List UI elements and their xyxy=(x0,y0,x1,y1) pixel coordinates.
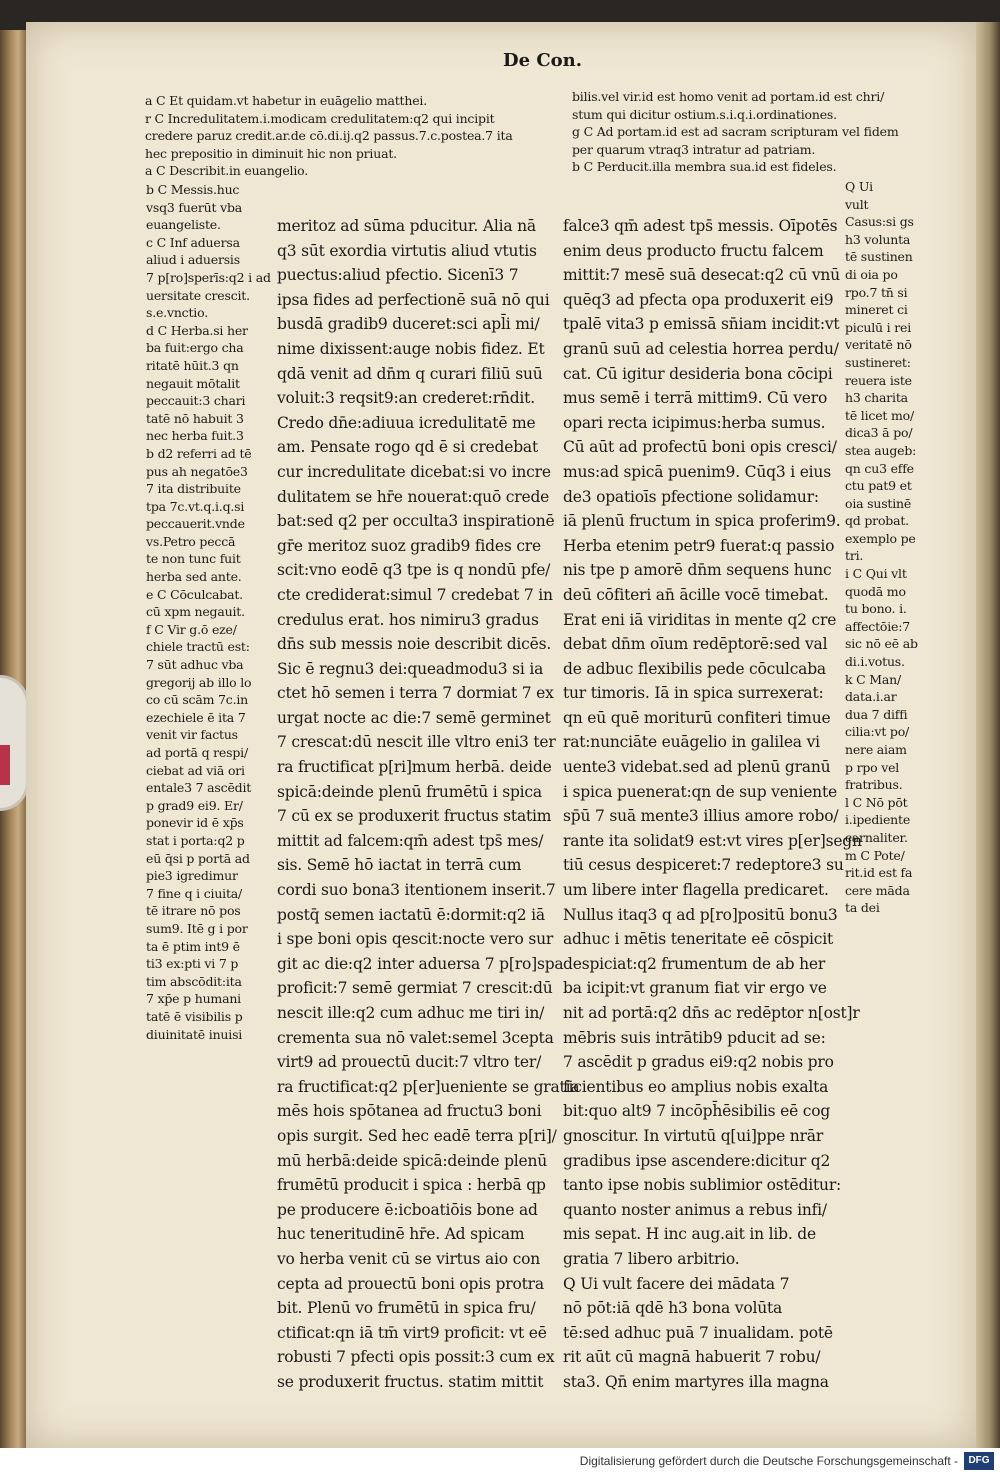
text-line: urgat nocte ac die:7 semē germinet xyxy=(277,708,551,727)
gloss-line: ba fuit:ergo cha xyxy=(146,340,244,356)
gloss-line: peccauerit.vnde xyxy=(146,516,245,532)
text-line: de3 opatioīs pfectione solidamur: xyxy=(563,487,819,506)
gloss-line: p grad9 ei9. Er/ xyxy=(146,797,243,813)
gloss-line: rit.id est fa xyxy=(845,865,913,881)
page-right-edge xyxy=(976,22,1000,1448)
text-line: falce3 qm̄ adest tps̄ messis. Oīpotēs xyxy=(563,217,838,235)
gloss-line: ad portā q respi/ xyxy=(146,745,248,760)
gloss-line: negauit mōtalit xyxy=(146,375,240,391)
text-line: cat. Cū igitur desideria bona cōcipi xyxy=(563,364,833,383)
gloss-line: tē itrare nō pos xyxy=(146,903,241,919)
text-line: frumētū producit i spica : herbā qp xyxy=(277,1176,546,1195)
gloss-line: affectōie:7 xyxy=(845,618,911,634)
text-line: meritoz ad sūma pducitur. Alia nā xyxy=(277,217,536,235)
gloss-line: stea augeb: xyxy=(845,442,917,458)
gloss-line: cere māda xyxy=(845,882,910,898)
gloss-line: g C Ad portam.id est ad sacram scripturam vel fidem xyxy=(572,124,899,140)
text-line: tanto ipse nobis sublimior ostēditur: xyxy=(563,1176,842,1195)
gloss-line: veritatē nō xyxy=(845,337,912,353)
gloss-line: b C Perducit.illa membra sua.id est fideles. xyxy=(572,159,837,175)
text-line: rante ita solidat9 est:vt vires p[er]segn xyxy=(563,831,862,850)
gloss-line: euangeliste. xyxy=(146,217,221,233)
text-line: mis sepat. H inc aug.ait in lib. de xyxy=(563,1225,816,1244)
gloss-line: e C Cōculcabat. xyxy=(146,586,243,602)
gloss-line: ctu pat9 et xyxy=(845,478,912,494)
text-line: nescit ille:q2 cum adhuc me tiri in/ xyxy=(277,1004,545,1022)
text-line: tpalē vita3 p emissā sn̄iam incidit:vt xyxy=(563,315,840,334)
text-line: am. Pensate rogo qd ē si credebat xyxy=(277,438,538,457)
text-line: iā plenū fructum in spica proferim9. xyxy=(563,512,841,531)
gloss-line: i C Qui vlt xyxy=(845,566,907,582)
dfg-logo: DFG xyxy=(964,1452,994,1470)
gloss-line: sustineret: xyxy=(845,354,911,370)
text-line: cordi suo bona3 itentionem inserit.7 xyxy=(277,881,556,900)
text-line: mēbris suis intrātib9 pducit ad se: xyxy=(563,1028,826,1047)
text-line: gnoscitur. In virtutū q[ui]ppe nrār xyxy=(563,1126,824,1145)
text-line: ra fructificat p[ri]mum herbā. deide xyxy=(277,758,552,777)
text-line: despiciat:q2 frumentum de ab her xyxy=(563,954,826,973)
gloss-line: tatē ē visibilis p xyxy=(146,1008,243,1024)
gloss-line: k C Man/ xyxy=(845,671,901,687)
gloss-top-left xyxy=(145,92,513,180)
gloss-line: ti3 ex:pti vi 7 p xyxy=(146,956,239,972)
text-line: ctet hō semen i terra 7 dormiat 7 ex xyxy=(277,684,554,703)
gloss-line: ritatē hūit.3 qn xyxy=(146,357,239,373)
gloss-line: a C Describit.in euangelio. xyxy=(145,163,309,179)
text-line: nit ad portā:q2 dn̄s ac redēptor n[ost]r xyxy=(563,1004,860,1022)
gloss-right-column xyxy=(845,178,918,917)
gloss-line: h3 charita xyxy=(845,390,908,406)
gloss-line: h3 volunta xyxy=(845,231,911,247)
text-line: sp̄ū 7 suā mente3 illius amore robo/ xyxy=(563,807,839,826)
gloss-line: chiele tractū est: xyxy=(146,639,250,655)
text-line: sis. Semē hō iactat in terrā cum xyxy=(277,856,522,875)
text-line: pe producere ē:icboatiōis bone ad xyxy=(277,1200,538,1219)
text-line: 7 cū ex se produxerit fructus statim xyxy=(277,807,552,826)
gloss-line: te non tunc fuit xyxy=(146,551,241,567)
text-line: granū suū ad celestia horrea perdu/ xyxy=(563,339,839,358)
text-line: git ac die:q2 inter aduersa 7 p[ro]spa xyxy=(277,954,564,973)
footer-credit: Digitalisierung gefördert durch die Deutsche Forschungsgemeinschaft - xyxy=(579,1454,958,1468)
text-line: Q Ui vult facere dei mādata 7 xyxy=(563,1274,790,1293)
text-line: credulus erat. hos nimiru3 gradus xyxy=(277,610,539,629)
gloss-line: a C Et quidam.vt habetur in euāgelio matthei. xyxy=(145,93,427,108)
text-line: qdā venit ad dn̄m q curari filiū suū xyxy=(277,364,543,383)
main-text-column-b xyxy=(563,214,862,1395)
gloss-left-column xyxy=(146,181,271,1043)
text-line: scit:vno eodē q3 tpe is q nondū pfe/ xyxy=(277,561,551,580)
text-line: postq̄ semen iactatū ē:dormit:q2 iā xyxy=(277,905,545,924)
text-line: i spe boni opis qescit:nocte vero sur xyxy=(277,930,554,949)
text-line: nis tpe p amorē dn̄m sequens hunc xyxy=(563,561,832,580)
gloss-line: credere paruz credit.ar.de cō.di.ij.q2 passus.7.c.postea.7 ita xyxy=(145,128,513,144)
running-head: De Con. xyxy=(503,50,583,71)
text-line: puectus:aliud pfectio. Sicenī3 7 xyxy=(277,266,519,285)
text-line: mus:ad spicā puenim9. Cūq3 i eius xyxy=(563,462,831,481)
gloss-line: stum qui dicitur ostium.s.i.q.i.ordinationes. xyxy=(572,106,837,122)
gloss-line: ta ē ptim int9 ē xyxy=(146,938,240,954)
gloss-line: sic nō eē ab xyxy=(845,636,918,652)
gloss-line: carnaliter. xyxy=(845,829,908,845)
gloss-line: 7 fine q i ciuita/ xyxy=(146,885,243,901)
gloss-line: 7 p[ro]sperīs:q2 i ad xyxy=(146,269,271,285)
text-line: 7 ascēdit p gradus ei9:q2 nobis pro xyxy=(563,1053,834,1072)
gloss-line: ezechiele ē ita 7 xyxy=(146,709,246,725)
text-line: se produxerit fructus. statim mittit xyxy=(277,1372,544,1391)
gloss-line: r C Incredulitatem.i.modicam credulitatem:q2 qui incipit xyxy=(145,110,495,126)
gloss-line: 7 sūt adhuc vba xyxy=(146,657,244,673)
gloss-line: rpo.7 tn̄ si xyxy=(845,284,908,300)
text-line: tur timoris. Iā in spica surrexerat: xyxy=(563,684,824,703)
gloss-line: vsq3 fuerūt vba xyxy=(146,199,243,215)
text-line: i spica puenerat:qn de sup veniente xyxy=(563,782,837,801)
text-line: Credo dn̄e:adiuua icredulitatē me xyxy=(277,413,536,432)
gloss-line: pie3 igredimur xyxy=(146,868,238,884)
gloss-line: hec prepositio in diminuit hic non priuat. xyxy=(145,145,397,161)
text-line: cepta ad prouectū boni opis protra xyxy=(277,1274,544,1293)
text-line: Herba etenim petr9 fuerat:q passio xyxy=(563,536,835,555)
gloss-line: entale3 7 ascēdit xyxy=(146,780,252,796)
text-line: debat dn̄m oīum redēptorē:sed val xyxy=(563,635,828,654)
text-line: dulitatem se hr̄e nouerat:quō crede xyxy=(277,487,550,506)
text-line: Erat eni iā viriditas in mente q2 cre xyxy=(563,610,837,629)
text-line: adhuc i mētis teneritate eē cōspicit xyxy=(563,930,834,949)
gloss-line: dua 7 diffi xyxy=(845,706,908,722)
gloss-line: quodā mo xyxy=(845,583,906,599)
gloss-line: tē sustinen xyxy=(845,249,913,265)
gloss-line: c C Inf aduersa xyxy=(146,234,240,250)
text-line: tē:sed adhuc puā 7 inualidam. potē xyxy=(563,1323,833,1342)
gloss-line: uersitate crescit. xyxy=(146,287,250,303)
gloss-line: m C Pote/ xyxy=(845,847,905,863)
gloss-line: f C Vir g.ō eze/ xyxy=(146,621,237,637)
text-line: spicā:deinde plenū frumētū i spica xyxy=(277,782,542,801)
text-line: deū cōfiteri an̄ ācille vocē timebat. xyxy=(563,585,829,604)
text-line: de adbuc flexibilis pede cōculcaba xyxy=(563,659,826,678)
gloss-line: sum9. Itē g i por xyxy=(146,920,248,936)
text-line: rat:nunciāte euāgelio in galilea vi xyxy=(563,733,820,752)
gloss-line: bilis.vel vir.id est homo venit ad portam.id est chri/ xyxy=(572,89,885,104)
text-line: gradibus ipse ascendere:dicitur q2 xyxy=(563,1151,831,1170)
text-line: ctificat:qn iā tm̄ virt9 proficit: vt eē xyxy=(277,1323,547,1342)
gloss-line: Casus:si gs xyxy=(845,214,914,230)
text-line: ra fructificat:q2 p[er]ueniente se gratia xyxy=(277,1077,580,1096)
gloss-line: nec herba fuit.3 xyxy=(146,428,244,444)
text-line: sta3. Qn̄ enim martyres illa magna xyxy=(563,1372,829,1391)
text-line: quanto noster animus a rebus infi/ xyxy=(563,1200,827,1219)
text-line: dn̄s sub messis noie describit dicēs. xyxy=(277,635,552,654)
text-line: robusti 7 pfecti opis possit:3 cum ex xyxy=(277,1348,555,1367)
gloss-line: i.ipediente xyxy=(845,812,911,828)
book-clasp xyxy=(0,675,29,811)
gloss-line: vs.Petro peccā xyxy=(146,533,236,549)
text-line: Sic ē regnu3 dei:queadmodu3 si ia xyxy=(277,659,544,678)
gloss-line: b d2 referri ad tē xyxy=(146,445,252,461)
gloss-line: tē licet mo/ xyxy=(845,407,914,423)
text-line: 7 crescat:dū nescit ille vltro eni3 ter xyxy=(277,733,556,752)
text-line: mēs hois spōtanea ad fructu3 boni xyxy=(277,1102,542,1121)
gloss-line: diuinitatē inuisi xyxy=(146,1026,243,1042)
text-line: proficit:7 semē germiat 7 crescit:dū xyxy=(277,979,553,998)
gloss-line: exemplo pe xyxy=(845,530,916,546)
gloss-line: gregorij ab illo lo xyxy=(146,674,252,690)
text-line: enim deus producto fructu falcem xyxy=(563,241,824,260)
gloss-top-right xyxy=(572,88,898,176)
text-line: mus semē i terrā mittim9. Cū vero xyxy=(563,389,828,408)
text-line: virt9 ad prouectū ducit:7 vltro ter/ xyxy=(277,1053,542,1072)
gloss-line: aliud i aduersis xyxy=(146,252,240,268)
text-line: voluit:3 reqsit9:an crederet:rn̄dit. xyxy=(277,389,535,408)
gloss-line: dica3 ā po/ xyxy=(845,425,913,441)
text-line: mittit:7 mesē suā desecat:q2 cū vnū xyxy=(563,266,840,285)
gloss-line: data.i.ar xyxy=(845,689,897,705)
text-line: Nullus itaq3 q ad p[ro]positū bonu3 xyxy=(563,905,838,924)
text-line: mū herbā:deide spicā:deinde plenū xyxy=(277,1151,548,1170)
gloss-line: s.e.vnctio. xyxy=(146,305,208,321)
gloss-line: 7 xp̄e p humani xyxy=(146,991,241,1007)
text-line: busdā gradib9 duceret:sci apl̄i mi/ xyxy=(277,315,540,334)
gloss-line: tri. xyxy=(845,548,864,564)
gloss-line: piculū i rei xyxy=(845,319,912,335)
gloss-line: ta dei xyxy=(845,900,880,916)
text-line: ipsa fides ad perfectionē suā nō qui xyxy=(277,290,550,309)
main-text-column-a xyxy=(277,214,579,1395)
gloss-line: qd probat. xyxy=(845,513,909,529)
gloss-line: fratribus. xyxy=(845,777,903,793)
page-marker-tab xyxy=(0,745,10,785)
gloss-line: vult xyxy=(845,196,869,212)
gloss-line: d C Herba.si her xyxy=(146,322,248,338)
text-line: bit. Plenū vo frumētū in spica fru/ xyxy=(277,1299,536,1318)
gloss-line: p rpo vel xyxy=(845,759,900,775)
gloss-line: pus ah negatōe3 xyxy=(146,463,248,479)
gloss-line: co cū scām 7c.in xyxy=(146,692,248,708)
text-line: cte crediderat:simul 7 credebat 7 in xyxy=(277,585,553,604)
text-line: gr̄e meritoz suoz gradib9 fides cre xyxy=(277,536,541,555)
gloss-line: ciebat ad viā ori xyxy=(146,762,245,778)
text-line: quēq3 ad pfecta opa produxerit ei9 xyxy=(563,290,834,309)
gloss-line: tatē nō habuit 3 xyxy=(146,410,244,426)
gloss-line: tpa 7c.vt.q.i.q.si xyxy=(146,498,245,514)
gloss-line: oia sustinē xyxy=(845,495,912,511)
gloss-line: peccauit:3 chari xyxy=(146,393,246,409)
gloss-line: reuera iste xyxy=(845,372,912,388)
gloss-line: ponevir id ē xp̄s xyxy=(146,815,244,831)
gloss-line: b C Messis.huc xyxy=(146,182,240,197)
text-line: Cū aūt ad profectū boni opis cresci/ xyxy=(563,438,837,457)
gloss-line: di oia po xyxy=(845,266,898,282)
gloss-line: stat i porta:q2 p xyxy=(146,832,245,848)
text-line: cur incredulitate dicebat:si vo incre xyxy=(277,462,551,481)
text-line: qn eū quē moriturū confiteri timue xyxy=(563,708,831,727)
gloss-line: Q Ui xyxy=(845,179,873,194)
text-line: q3 sūt exordia virtutis aliud vtutis xyxy=(277,241,537,260)
gloss-line: 7 ita distribuite xyxy=(146,481,241,497)
gloss-line: per quarum vtraq3 intratur ad patriam. xyxy=(572,141,816,157)
text-line: crementa sua nō valet:semel 3cepta xyxy=(277,1028,554,1047)
gloss-line: mineret ci xyxy=(845,302,908,318)
text-line: um libere inter flagella predicaret. xyxy=(563,881,829,900)
digitization-footer xyxy=(0,1448,1000,1475)
gloss-line: qn cu3 effe xyxy=(845,460,914,476)
gloss-line: cilia:vt po/ xyxy=(845,724,910,740)
text-line: mittit ad falcem:qm̄ adest tps̄ mes/ xyxy=(277,831,544,850)
text-line: tiū cesus despiceret:7 redeptore3 su xyxy=(563,856,844,875)
gloss-line: tim abscōdit:ita xyxy=(146,973,242,989)
gloss-line: di.i.votus. xyxy=(845,654,905,670)
gloss-line: nere aiam xyxy=(845,742,907,757)
gloss-line: l C Nō pōt xyxy=(845,794,908,810)
text-line: nime dixissent:auge nobis fidez. Et xyxy=(277,339,545,358)
text-line: bit:quo alt9 7 incōph̄ēsibilis eē cog xyxy=(563,1102,831,1121)
text-line: nō pōt:iā qdē h3 bona volūta xyxy=(563,1299,783,1318)
gloss-line: venit vir factus xyxy=(146,727,238,743)
gloss-line: herba sed ante. xyxy=(146,569,242,585)
text-line: opis surgit. Sed hec eadē terra p[ri]/ xyxy=(277,1126,557,1145)
text-line: opari recta icipimus:herba sumus. xyxy=(563,413,826,432)
text-line: uente3 videbat.sed ad plenū granū xyxy=(563,758,831,777)
gloss-line: cū xpm negauit. xyxy=(146,604,245,620)
gloss-line: tu bono. i. xyxy=(845,601,907,617)
text-line: ba icipit:vt granum fiat vir ergo ve xyxy=(563,979,827,998)
text-line: bat:sed q2 per occulta3 inspirationē xyxy=(277,512,555,531)
text-line: rit aūt cū magnā habuerit 7 robu/ xyxy=(563,1348,821,1367)
text-line: ficientibus eo amplius nobis exalta xyxy=(563,1077,829,1096)
gloss-line: eū q̄si p portā ad xyxy=(146,850,250,866)
text-line: huc teneritudinē hr̄e. Ad spicam xyxy=(277,1225,525,1244)
text-line: vo herba venit cū se virtus aio con xyxy=(277,1249,541,1268)
text-line: gratia 7 libero arbitrio. xyxy=(563,1249,740,1268)
